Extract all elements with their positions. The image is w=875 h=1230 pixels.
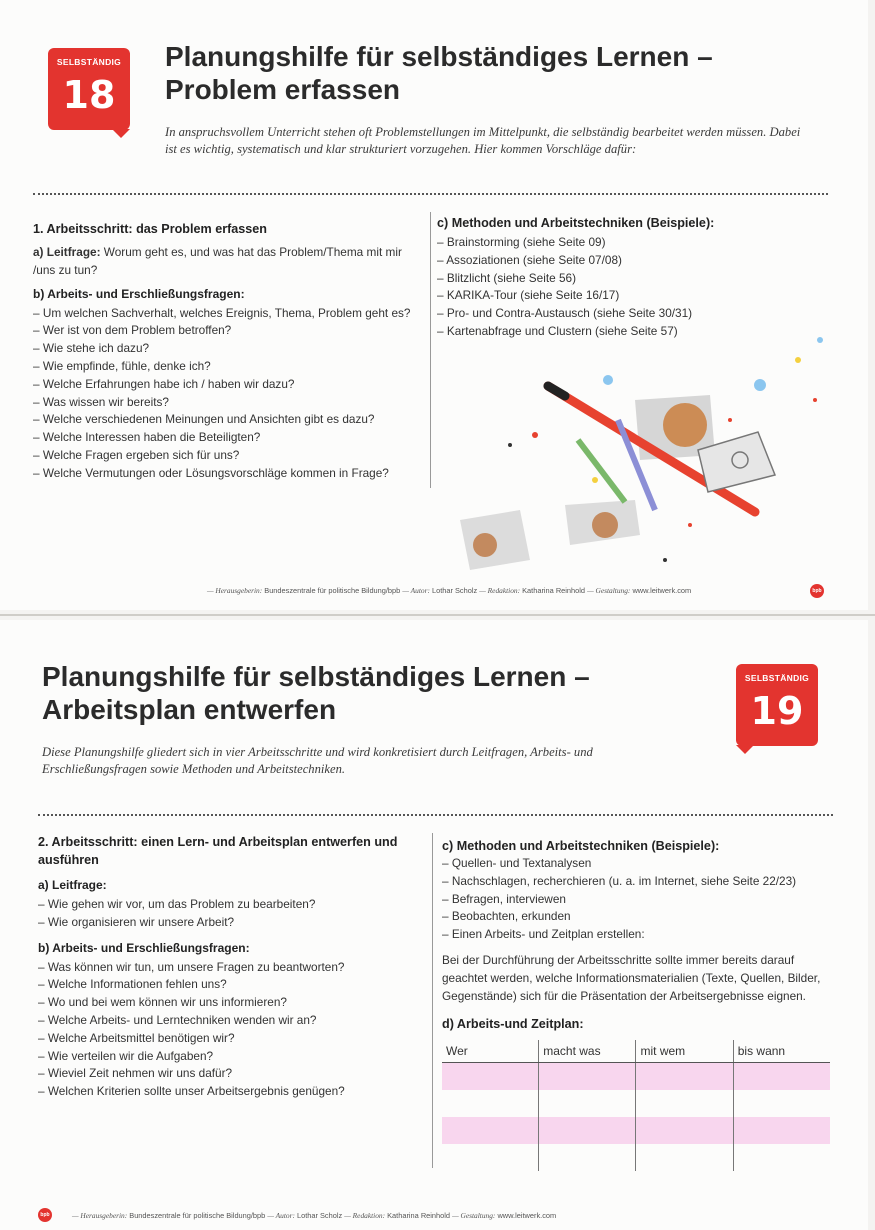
- plan-column-header: Wer: [442, 1040, 539, 1063]
- list-item: – Beobachten, erkunden: [442, 908, 837, 926]
- redaktion: Katharina Reinhold: [385, 1211, 453, 1220]
- list-item: – Welche Erfahrungen habe ich / haben wir dazu?: [33, 376, 423, 394]
- list-item: – KARIKA-Tour (siehe Seite 16/17): [437, 287, 837, 305]
- footer-credits: [207, 586, 691, 595]
- list-item: – Befragen, interviewen: [442, 891, 837, 909]
- badge-label: SELBSTÄNDIG: [744, 673, 810, 683]
- table-row: [442, 1117, 830, 1144]
- label-redaktion: — Redaktion:: [344, 1211, 386, 1220]
- card-problem-erfassen: [0, 0, 868, 610]
- fragen-list: [33, 305, 423, 483]
- plan-heading: d) Arbeits-und Zeitplan:: [442, 1017, 584, 1032]
- list-item: – Was wissen wir bereits?: [33, 394, 423, 412]
- plan-column-header: macht was: [539, 1040, 636, 1063]
- label-gestaltung: — Gestaltung:: [452, 1211, 496, 1220]
- list-item: – Wie organisieren wir unsere Arbeit?: [38, 914, 423, 932]
- list-item: – Wer ist von dem Problem betroffen?: [33, 322, 423, 340]
- bpb-logo-icon: bpb: [38, 1208, 52, 1222]
- leitfrage-text: Worum geht es, und was hat das Problem/Thema mit mir /uns zu tun?: [33, 245, 402, 277]
- pencils-illustration: [440, 320, 840, 580]
- list-item: – Wo und bei wem können wir uns informieren?: [38, 994, 423, 1012]
- label-autor: — Autor:: [267, 1211, 295, 1220]
- list-item: – Pro- und Contra-Austausch (siehe Seite 30/31): [437, 305, 837, 323]
- plan-cell[interactable]: [733, 1090, 830, 1117]
- title-line-1: Planungshilfe für selbständiges Lernen –: [42, 661, 590, 692]
- title-line-2: Arbeitsplan entwerfen: [42, 694, 337, 725]
- methoden-heading: c) Methoden und Arbeitstechniken (Beispiele):: [437, 216, 715, 230]
- leitfrage-label: a) Leitfrage:: [33, 245, 101, 259]
- autor: Lothar Scholz: [429, 586, 480, 595]
- badge-number: 19: [750, 689, 804, 733]
- intro-text: Diese Planungshilfe gliedert sich in vier Arbeitsschritte und wird konkretisiert durch Leitfragen, Arbeits- und Erschließungsfragen sowie Methoden und Arbeitstechniken.: [42, 745, 593, 776]
- list-item: – Einen Arbeits- und Zeitplan erstellen:: [442, 926, 837, 944]
- list-item: – Wie gehen wir vor, um das Problem zu bearbeiten?: [38, 896, 423, 914]
- plan-table: [442, 1040, 830, 1171]
- herausgeberin: Bundeszentrale für politische Bildung/bpb: [127, 1211, 268, 1220]
- table-row: [442, 1090, 830, 1117]
- plan-cell[interactable]: [442, 1144, 539, 1171]
- list-item: – Assoziationen (siehe Seite 07/08): [437, 252, 837, 270]
- leitfrage-heading: a) Leitfrage:: [38, 878, 107, 892]
- plan-cell[interactable]: [733, 1117, 830, 1144]
- gestaltung: www.leitwerk.com: [630, 586, 692, 595]
- plan-cell[interactable]: [539, 1144, 636, 1171]
- label-herausgeberin: — Herausgeberin:: [207, 586, 263, 595]
- intro-text: In anspruchsvollem Unterricht stehen oft Problemstellungen im Mittelpunkt, die selbständig bearbeitet werden müssen. Dabei ist es wichtig, systematisch und klar strukturiert vorzugehen. Hier kommen Vorschläge dafür:: [165, 125, 801, 156]
- list-item: – Welche Vermutungen oder Lösungsvorschläge kommen in Frage?: [33, 465, 423, 483]
- autor: Lothar Scholz: [294, 1211, 345, 1220]
- bpb-logo-icon: bpb: [810, 584, 824, 598]
- dotted-divider: [33, 193, 828, 195]
- column-divider: [432, 833, 433, 1168]
- step-heading: 1. Arbeitsschritt: das Problem erfassen: [33, 222, 267, 236]
- plan-cell[interactable]: [442, 1063, 539, 1091]
- selbstaendig-badge: [48, 48, 130, 130]
- list-item: – Welche Arbeits- und Lerntechniken wenden wir an?: [38, 1012, 423, 1030]
- leitfrage: [33, 244, 423, 280]
- gestaltung: www.leitwerk.com: [495, 1211, 557, 1220]
- step-heading: 2. Arbeitsschritt: einen Lern- und Arbeitsplan entwerfen und ausführen: [38, 835, 398, 867]
- table-row: [442, 1063, 830, 1091]
- page-title: [42, 660, 590, 726]
- left-column: [33, 220, 423, 483]
- plan-cell[interactable]: [636, 1090, 733, 1117]
- label-herausgeberin: — Herausgeberin:: [72, 1211, 128, 1220]
- card-arbeitsplan-entwerfen: [0, 620, 868, 1230]
- title-line-2: Problem erfassen: [165, 74, 400, 105]
- badge-label: SELBSTÄNDIG: [56, 57, 122, 67]
- badge-number: 18: [62, 73, 116, 117]
- fragen-heading: b) Arbeits- und Erschließungsfragen:: [33, 286, 245, 301]
- hint-paragraph: Bei der Durchführung der Arbeitsschritte sollte immer bereits darauf geachtet werden, welche Informationsmaterialien (Texte, Quellen, Bilder, Gegenstände) sich für die Präsentation der Arbeitsergebnisse eignen.: [442, 952, 821, 1003]
- list-item: – Welche Fragen ergeben sich für uns?: [33, 447, 423, 465]
- page-title: [165, 40, 713, 106]
- leitfrage-list: [38, 896, 423, 932]
- footer-credits: [72, 1211, 556, 1220]
- methoden-heading: c) Methoden und Arbeitstechniken (Beispiele):: [442, 839, 720, 853]
- label-autor: — Autor:: [402, 586, 430, 595]
- label-gestaltung: — Gestaltung:: [587, 586, 631, 595]
- card-separator: [0, 614, 875, 616]
- redaktion: Katharina Reinhold: [520, 586, 588, 595]
- selbstaendig-badge: [736, 664, 818, 746]
- methoden-list: [442, 855, 837, 944]
- list-item: – Welche Informationen fehlen uns?: [38, 976, 423, 994]
- plan-column-header: bis wann: [733, 1040, 830, 1063]
- list-item: – Was können wir tun, um unsere Fragen zu beantworten?: [38, 959, 423, 977]
- list-item: – Kartenabfrage und Clustern (siehe Seite 57): [437, 323, 837, 341]
- plan-cell[interactable]: [539, 1063, 636, 1091]
- plan-cell[interactable]: [733, 1144, 830, 1171]
- list-item: – Welche Interessen haben die Beteiligten?: [33, 429, 423, 447]
- plan-cell[interactable]: [539, 1117, 636, 1144]
- list-item: – Welche verschiedenen Meinungen und Ansichten gibt es dazu?: [33, 411, 423, 429]
- plan-cell[interactable]: [636, 1117, 733, 1144]
- table-row: [442, 1144, 830, 1171]
- column-divider: [430, 212, 431, 488]
- title-line-1: Planungshilfe für selbständiges Lernen –: [165, 41, 713, 72]
- list-item: – Brainstorming (siehe Seite 09): [437, 234, 837, 252]
- plan-column-header: mit wem: [636, 1040, 733, 1063]
- list-item: – Wie verteilen wir die Aufgaben?: [38, 1048, 423, 1066]
- right-column: [442, 837, 837, 1039]
- label-redaktion: — Redaktion:: [479, 586, 521, 595]
- fragen-heading: b) Arbeits- und Erschließungsfragen:: [38, 940, 250, 955]
- plan-cell[interactable]: [539, 1090, 636, 1117]
- plan-cell[interactable]: [733, 1063, 830, 1091]
- list-item: – Welche Arbeitsmittel benötigen wir?: [38, 1030, 423, 1048]
- list-item: – Wieviel Zeit nehmen wir uns dafür?: [38, 1065, 423, 1083]
- plan-cell[interactable]: [636, 1063, 733, 1091]
- herausgeberin: Bundeszentrale für politische Bildung/bpb: [262, 586, 403, 595]
- plan-cell[interactable]: [442, 1117, 539, 1144]
- plan-header-row: [442, 1040, 830, 1063]
- plan-cell[interactable]: [442, 1090, 539, 1117]
- list-item: – Wie empfinde, fühle, denke ich?: [33, 358, 423, 376]
- list-item: – Blitzlicht (siehe Seite 56): [437, 270, 837, 288]
- left-column: [38, 833, 423, 1101]
- list-item: – Wie stehe ich dazu?: [33, 340, 423, 358]
- list-item: – Quellen- und Textanalysen: [442, 855, 837, 873]
- list-item: – Um welchen Sachverhalt, welches Ereignis, Thema, Problem geht es?: [33, 305, 423, 323]
- fragen-list: [38, 959, 423, 1101]
- plan-cell[interactable]: [636, 1144, 733, 1171]
- list-item: – Welchen Kriterien sollte unser Arbeitsergebnis genügen?: [38, 1083, 423, 1101]
- dotted-divider: [38, 814, 833, 816]
- list-item: – Nachschlagen, recherchieren (u. a. im Internet, siehe Seite 22/23): [442, 873, 837, 891]
